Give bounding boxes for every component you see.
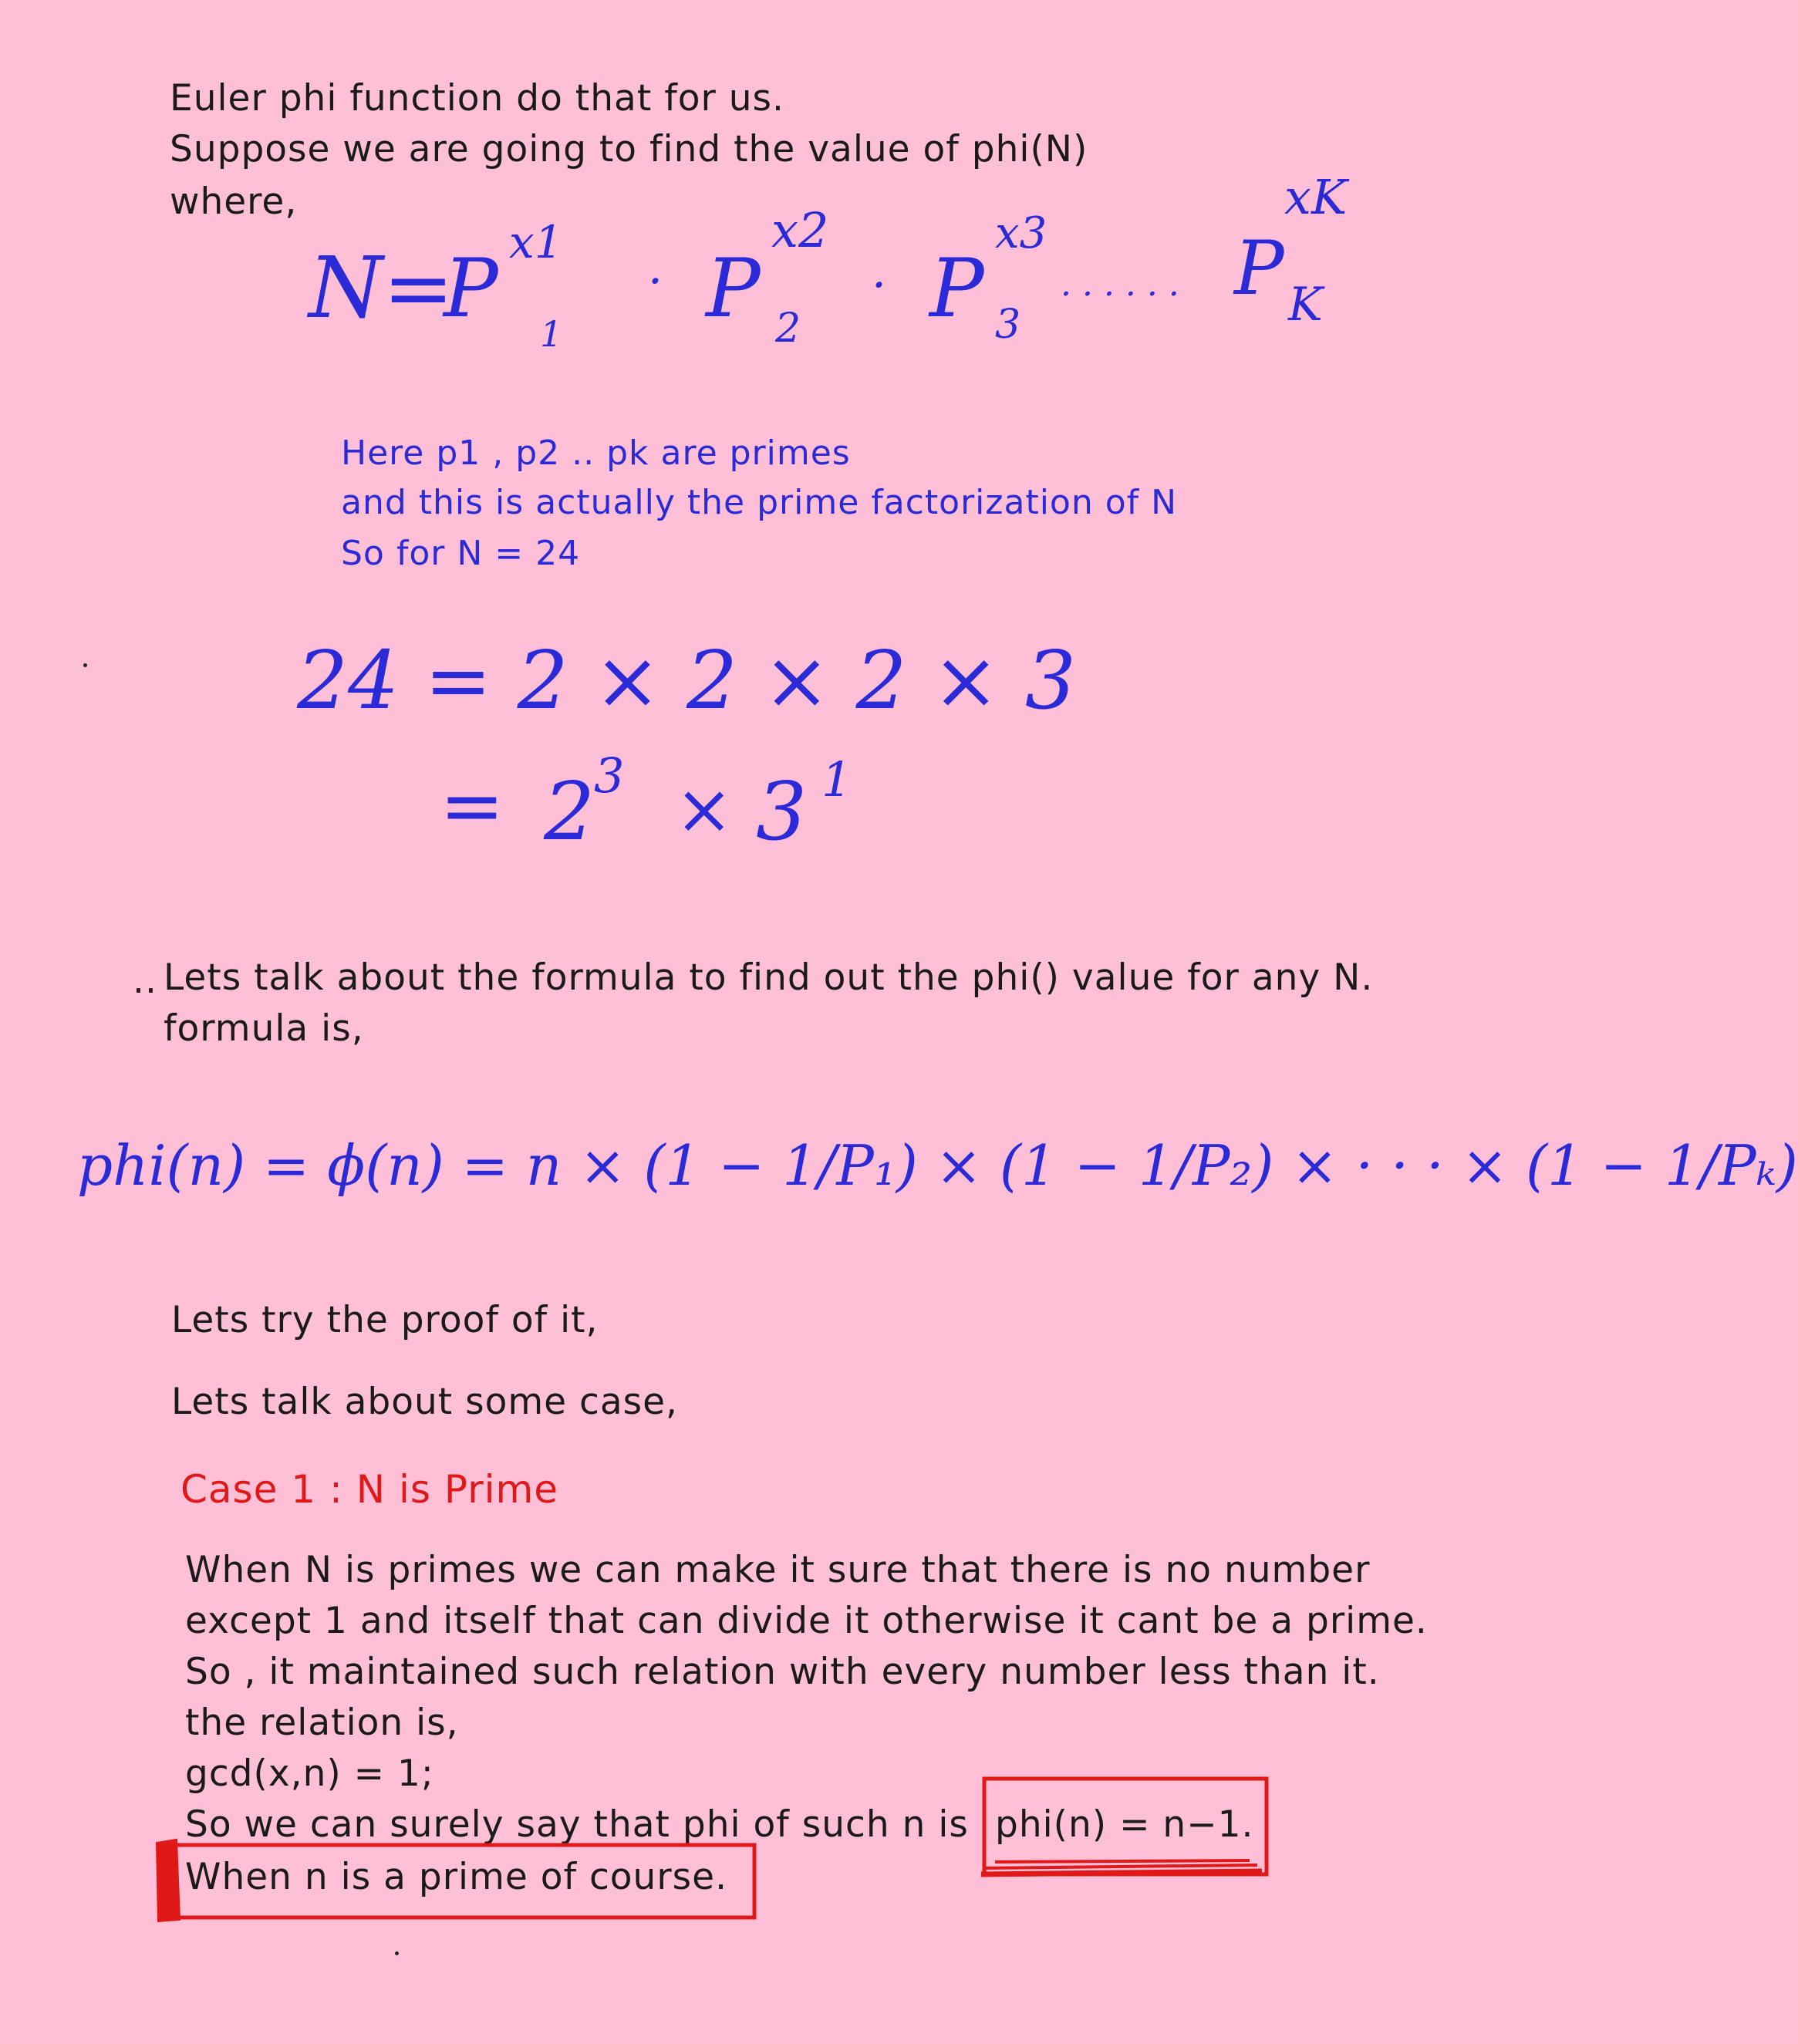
case-1-line-6b: phi(n) = n−1. (995, 1803, 1254, 1846)
proof-line-2: Lets talk about some case, (171, 1381, 678, 1423)
case-1-line-6a: So we can surely say that phi of such n is (185, 1803, 969, 1846)
case-1-line-5: gcd(x,n) = 1; (185, 1752, 434, 1795)
talk-line-1: Lets talk about the formula to find out the phi() value for any N. (164, 956, 1374, 999)
highlight-scribble-prime (157, 1840, 179, 1921)
formula-dot-2: · (872, 258, 887, 312)
primes-note-line-2: and this is actually the prime factorization of N (341, 483, 1178, 522)
intro-line-1: Euler phi function do that for us. (170, 77, 784, 120)
example-times: × (675, 769, 734, 850)
example-line-1: 24 = 2 × 2 × 2 × 3 (297, 633, 1077, 727)
formula-p1-sup: x1 (509, 216, 563, 268)
case-1-line-1: When N is primes we can make it sure that there is no number (185, 1549, 1371, 1591)
formula-p2: P (706, 241, 761, 336)
case-1-line-2: except 1 and itself that can divide it otherwise it cant be a prime. (185, 1600, 1428, 1642)
case-1-line-7: When n is a prime of course. (185, 1856, 728, 1898)
formula-n-lhs: N= (309, 238, 454, 337)
talk-dots: .. (133, 960, 157, 1002)
case-1-line-3: So , it maintained such relation with every number less than it. (185, 1651, 1380, 1693)
talk-line-2: formula is, (164, 1007, 364, 1050)
formula-dot-1: · (648, 255, 663, 309)
highlight-underline-phi (981, 1871, 1262, 1874)
formula-p1: P (444, 241, 498, 336)
intro-line-3: where, (170, 180, 298, 223)
formula-p2-sub: 2 (775, 305, 801, 352)
formula-ellipsis: · · · · · · (1061, 275, 1179, 314)
highlight-box-prime (174, 1845, 754, 1918)
example-eq: = (440, 761, 504, 851)
formula-pk-sub: K (1288, 278, 1323, 332)
formula-pk-sup: xK (1284, 169, 1348, 225)
example-base-2: 3 (756, 764, 808, 858)
phi-formula: phi(n) = ϕ(n) = n × (1 − 1/P₁) × (1 − 1/P₂) × · · · × (1 − 1/Pₖ) (77, 1133, 1798, 1198)
formula-p3-sup: x3 (995, 208, 1047, 258)
highlight-scribble-phi (984, 1860, 1257, 1868)
primes-note-line-1: Here p1 , p2 .. pk are primes (341, 433, 851, 473)
formula-p3-sub: 3 (995, 302, 1021, 348)
formula-p2-sup: x2 (771, 202, 829, 258)
proof-line-1: Lets try the proof of it, (171, 1299, 599, 1341)
intro-line-2: Suppose we are going to find the value of phi(N) (170, 128, 1088, 170)
example-exp-2: 1 (821, 751, 852, 808)
formula-p1-sub: 1 (540, 313, 563, 355)
formula-p3: P (929, 241, 984, 336)
example-exp-1: 3 (594, 747, 625, 804)
example-base-1: 2 (544, 764, 595, 858)
case-1-title: Case 1 : N is Prime (180, 1467, 559, 1512)
formula-pk: P (1234, 225, 1284, 312)
case-1-line-4: the relation is, (185, 1702, 459, 1744)
primes-note-line-3: So for N = 24 (341, 534, 581, 573)
